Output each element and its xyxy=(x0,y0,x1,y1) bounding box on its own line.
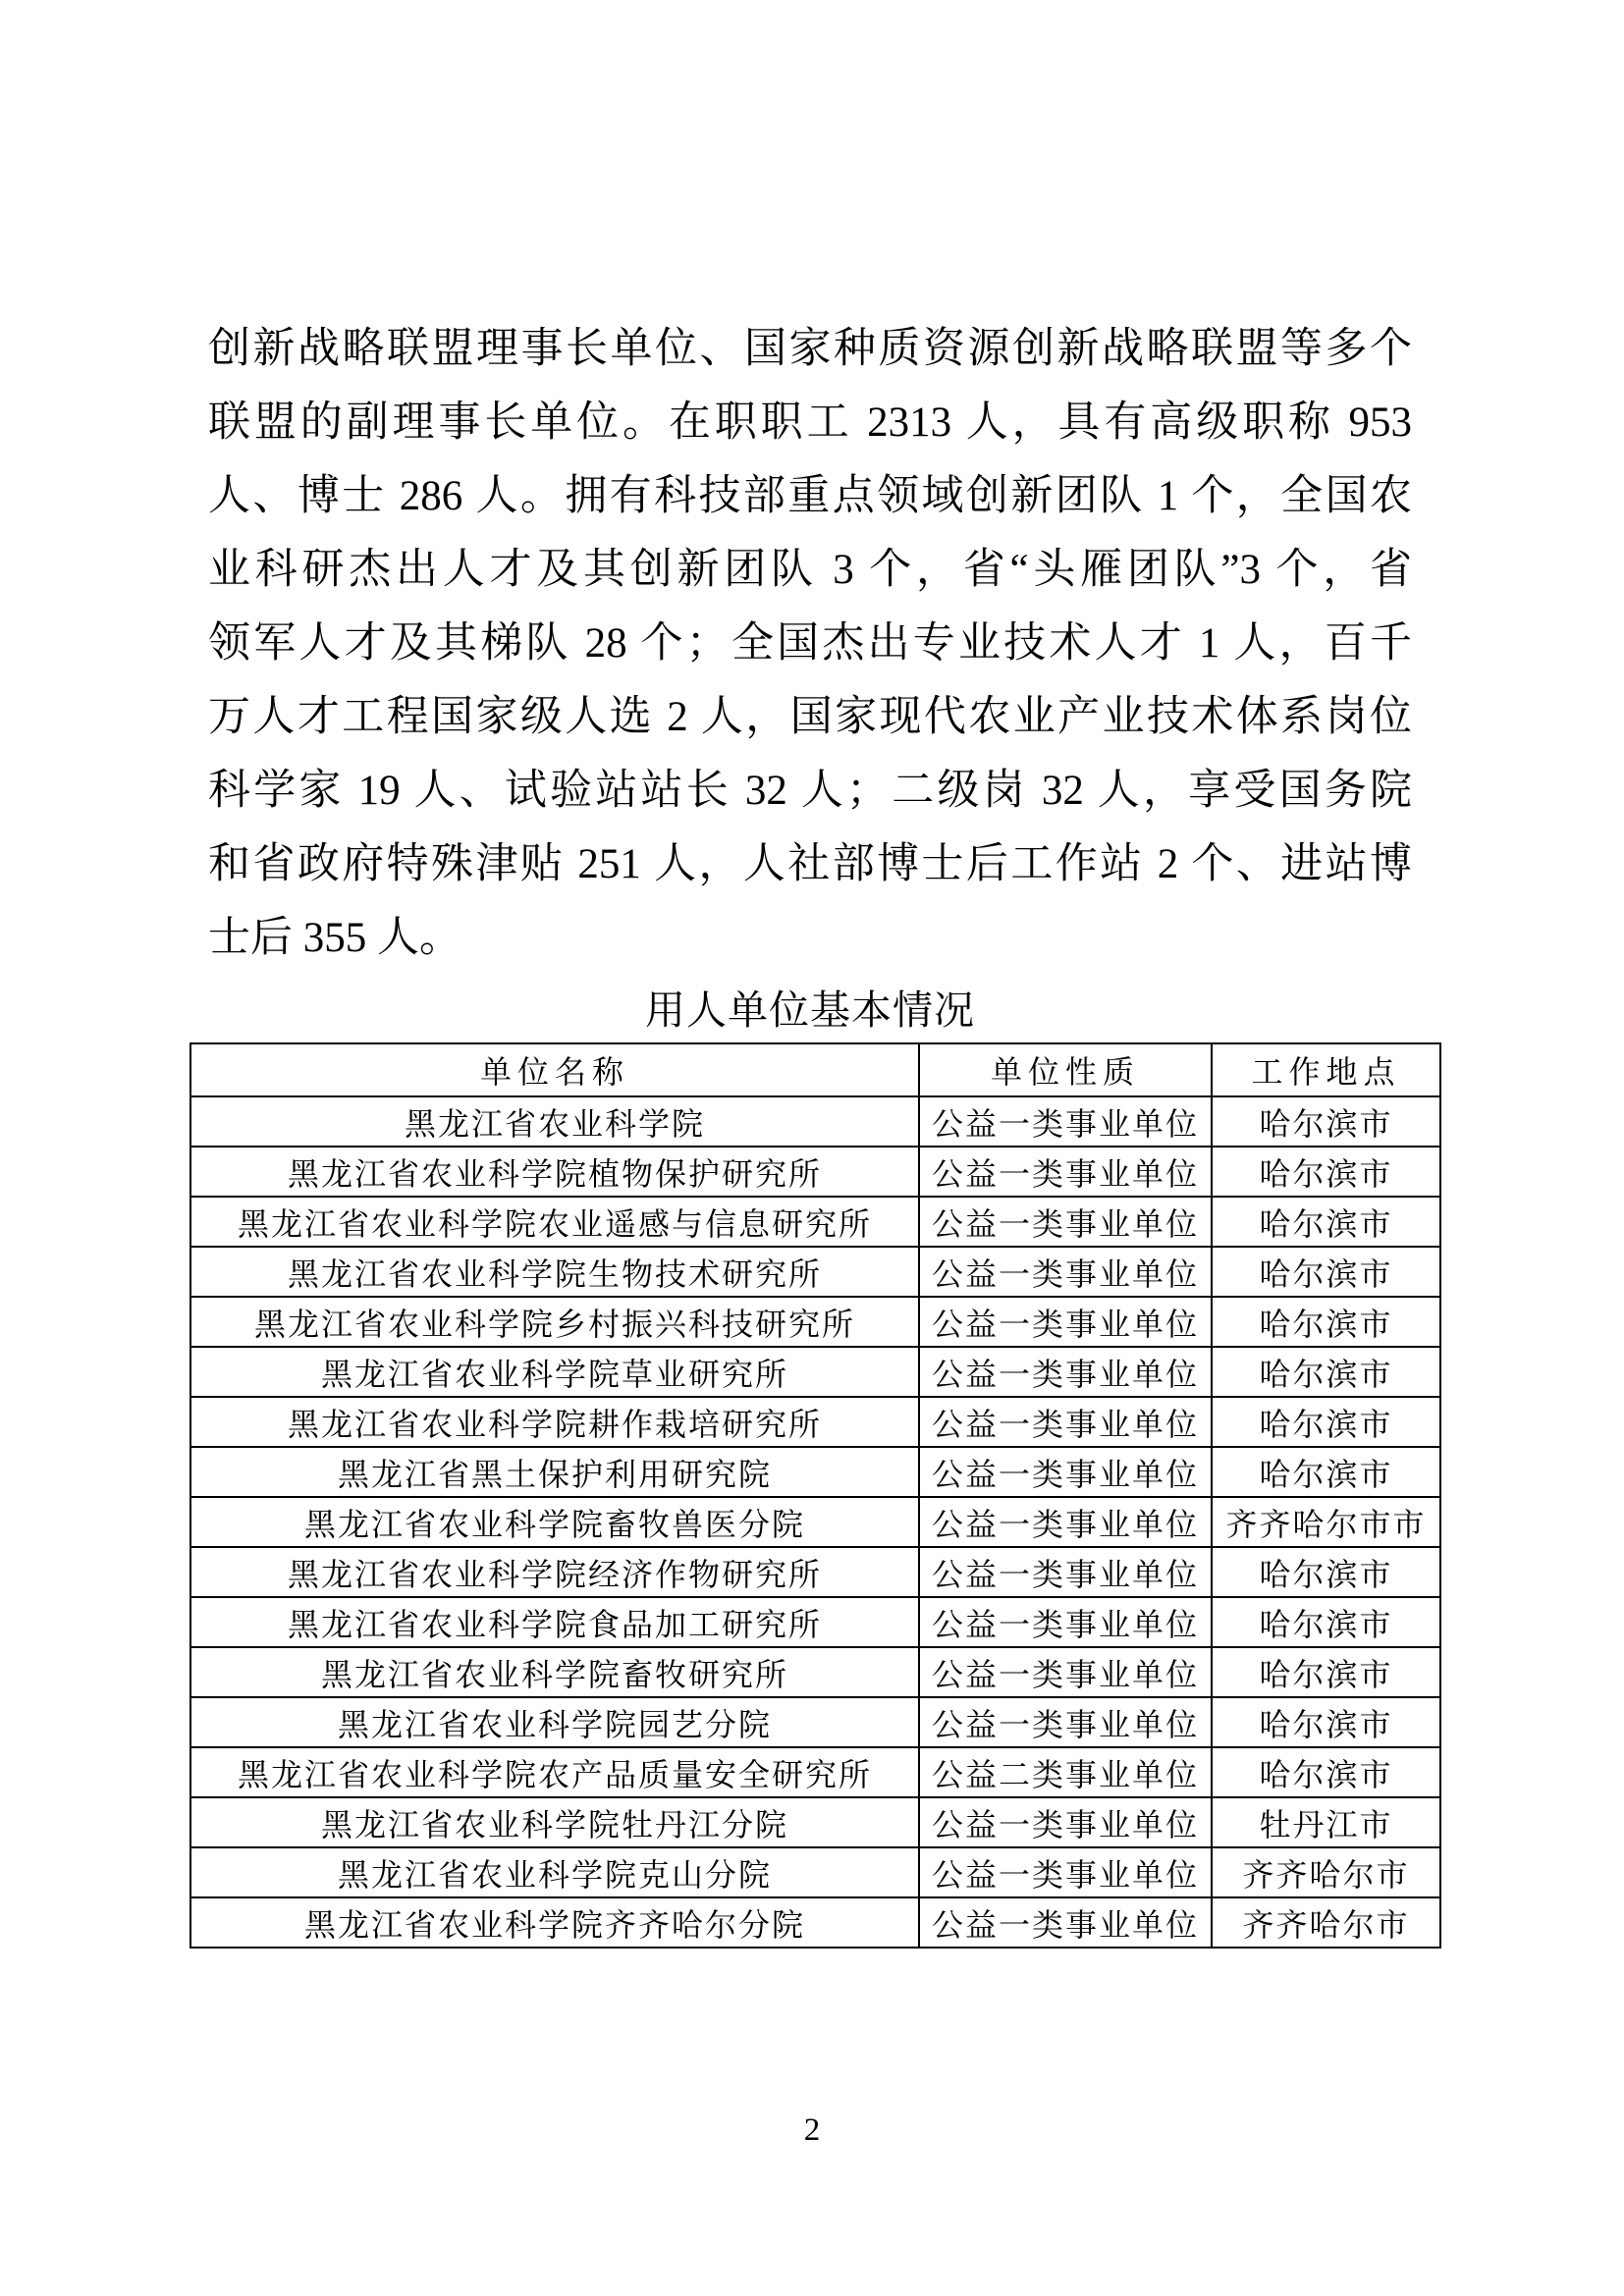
table-row xyxy=(190,1197,1440,1247)
header-work-location: 工作地点 xyxy=(1212,1043,1440,1096)
table-row xyxy=(190,1897,1440,1948)
unit-type-cell: 公益一类事业单位 xyxy=(919,1147,1212,1197)
unit-name-cell: 黑龙江省农业科学院乡村振兴科技研究所 xyxy=(190,1297,919,1347)
unit-type-cell: 公益一类事业单位 xyxy=(919,1497,1212,1547)
unit-type-cell: 公益一类事业单位 xyxy=(919,1547,1212,1597)
unit-type-cell: 公益一类事业单位 xyxy=(919,1847,1212,1897)
table-row xyxy=(190,1397,1440,1447)
table-row xyxy=(190,1347,1440,1397)
unit-name-cell: 黑龙江省农业科学院园艺分院 xyxy=(190,1697,919,1747)
table-row xyxy=(190,1447,1440,1497)
unit-name-cell: 黑龙江省农业科学院 xyxy=(190,1096,919,1147)
table-row xyxy=(190,1747,1440,1797)
header-unit-type: 单位性质 xyxy=(919,1043,1212,1096)
unit-type-cell: 公益一类事业单位 xyxy=(919,1096,1212,1147)
unit-type-cell: 公益一类事业单位 xyxy=(919,1897,1212,1948)
work-location-cell: 哈尔滨市 xyxy=(1212,1647,1440,1697)
table-row xyxy=(190,1096,1440,1147)
work-location-cell: 哈尔滨市 xyxy=(1212,1397,1440,1447)
unit-type-cell: 公益一类事业单位 xyxy=(919,1197,1212,1247)
table-row xyxy=(190,1147,1440,1197)
work-location-cell: 哈尔滨市 xyxy=(1212,1096,1440,1147)
table-row xyxy=(190,1547,1440,1597)
unit-name-cell: 黑龙江省农业科学院农业遥感与信息研究所 xyxy=(190,1197,919,1247)
paragraph-line: 士后 355 人。 xyxy=(208,915,461,961)
work-location-cell: 齐齐哈尔市市 xyxy=(1212,1497,1440,1547)
work-location-cell: 哈尔滨市 xyxy=(1212,1747,1440,1797)
work-location-cell: 哈尔滨市 xyxy=(1212,1347,1440,1397)
employer-units-table xyxy=(189,1042,1441,1949)
table-title: 用人单位基本情况 xyxy=(645,988,975,1033)
unit-name-cell: 黑龙江省农业科学院齐齐哈尔分院 xyxy=(190,1897,919,1948)
work-location-cell: 哈尔滨市 xyxy=(1212,1247,1440,1297)
unit-name-cell: 黑龙江省农业科学院牡丹江分院 xyxy=(190,1797,919,1847)
unit-name-cell: 黑龙江省黑土保护利用研究院 xyxy=(190,1447,919,1497)
page-number: 2 xyxy=(803,2112,821,2148)
work-location-cell: 哈尔滨市 xyxy=(1212,1547,1440,1597)
paragraph-line: 人、博士 286 人。拥有科技部重点领域创新团队 1 个，全国农 xyxy=(208,473,1412,519)
unit-name-cell: 黑龙江省农业科学院经济作物研究所 xyxy=(190,1547,919,1597)
work-location-cell: 齐齐哈尔市 xyxy=(1212,1847,1440,1897)
work-location-cell: 齐齐哈尔市 xyxy=(1212,1897,1440,1948)
unit-type-cell: 公益一类事业单位 xyxy=(919,1297,1212,1347)
unit-type-cell: 公益一类事业单位 xyxy=(919,1347,1212,1397)
table-row xyxy=(190,1297,1440,1347)
table-row xyxy=(190,1497,1440,1547)
unit-name-cell: 黑龙江省农业科学院生物技术研究所 xyxy=(190,1247,919,1297)
work-location-cell: 哈尔滨市 xyxy=(1212,1297,1440,1347)
work-location-cell: 哈尔滨市 xyxy=(1212,1447,1440,1497)
table-row xyxy=(190,1647,1440,1697)
unit-type-cell: 公益一类事业单位 xyxy=(919,1247,1212,1297)
unit-name-cell: 黑龙江省农业科学院植物保护研究所 xyxy=(190,1147,919,1197)
unit-name-cell: 黑龙江省农业科学院克山分院 xyxy=(190,1847,919,1897)
paragraph-line: 万人才工程国家级人选 2 人，国家现代农业产业技术体系岗位 xyxy=(208,694,1412,740)
paragraph-line: 创新战略联盟理事长单位、国家种质资源创新战略联盟等多个 xyxy=(208,326,1412,372)
work-location-cell: 哈尔滨市 xyxy=(1212,1597,1440,1647)
unit-type-cell: 公益一类事业单位 xyxy=(919,1697,1212,1747)
unit-type-cell: 公益一类事业单位 xyxy=(919,1647,1212,1697)
unit-type-cell: 公益一类事业单位 xyxy=(919,1597,1212,1647)
table-row xyxy=(190,1847,1440,1897)
table-row xyxy=(190,1697,1440,1747)
unit-type-cell: 公益二类事业单位 xyxy=(919,1747,1212,1797)
work-location-cell: 哈尔滨市 xyxy=(1212,1697,1440,1747)
unit-name-cell: 黑龙江省农业科学院畜牧研究所 xyxy=(190,1647,919,1697)
paragraph-line: 和省政府特殊津贴 251 人，人社部博士后工作站 2 个、进站博 xyxy=(208,841,1412,887)
unit-name-cell: 黑龙江省农业科学院食品加工研究所 xyxy=(190,1597,919,1647)
header-unit-name: 单位名称 xyxy=(190,1043,919,1096)
table-row xyxy=(190,1597,1440,1647)
unit-type-cell: 公益一类事业单位 xyxy=(919,1397,1212,1447)
table-header-row xyxy=(190,1043,1440,1096)
work-location-cell: 哈尔滨市 xyxy=(1212,1147,1440,1197)
body-paragraph xyxy=(208,312,1412,975)
unit-type-cell: 公益一类事业单位 xyxy=(919,1797,1212,1847)
unit-name-cell: 黑龙江省农业科学院农产品质量安全研究所 xyxy=(190,1747,919,1797)
table-row xyxy=(190,1247,1440,1297)
work-location-cell: 牡丹江市 xyxy=(1212,1797,1440,1847)
table-row xyxy=(190,1797,1440,1847)
paragraph-line: 业科研杰出人才及其创新团队 3 个，省“头雁团队”3 个，省 xyxy=(208,547,1412,593)
paragraph-line: 科学家 19 人、试验站站长 32 人；二级岗 32 人，享受国务院 xyxy=(208,768,1412,814)
unit-name-cell: 黑龙江省农业科学院耕作栽培研究所 xyxy=(190,1397,919,1447)
paragraph-line: 领军人才及其梯队 28 个；全国杰出专业技术人才 1 人，百千 xyxy=(208,620,1412,667)
unit-name-cell: 黑龙江省农业科学院畜牧兽医分院 xyxy=(190,1497,919,1547)
unit-name-cell: 黑龙江省农业科学院草业研究所 xyxy=(190,1347,919,1397)
unit-type-cell: 公益一类事业单位 xyxy=(919,1447,1212,1497)
work-location-cell: 哈尔滨市 xyxy=(1212,1197,1440,1247)
paragraph-line: 联盟的副理事长单位。在职职工 2313 人，具有高级职称 953 xyxy=(208,400,1412,446)
